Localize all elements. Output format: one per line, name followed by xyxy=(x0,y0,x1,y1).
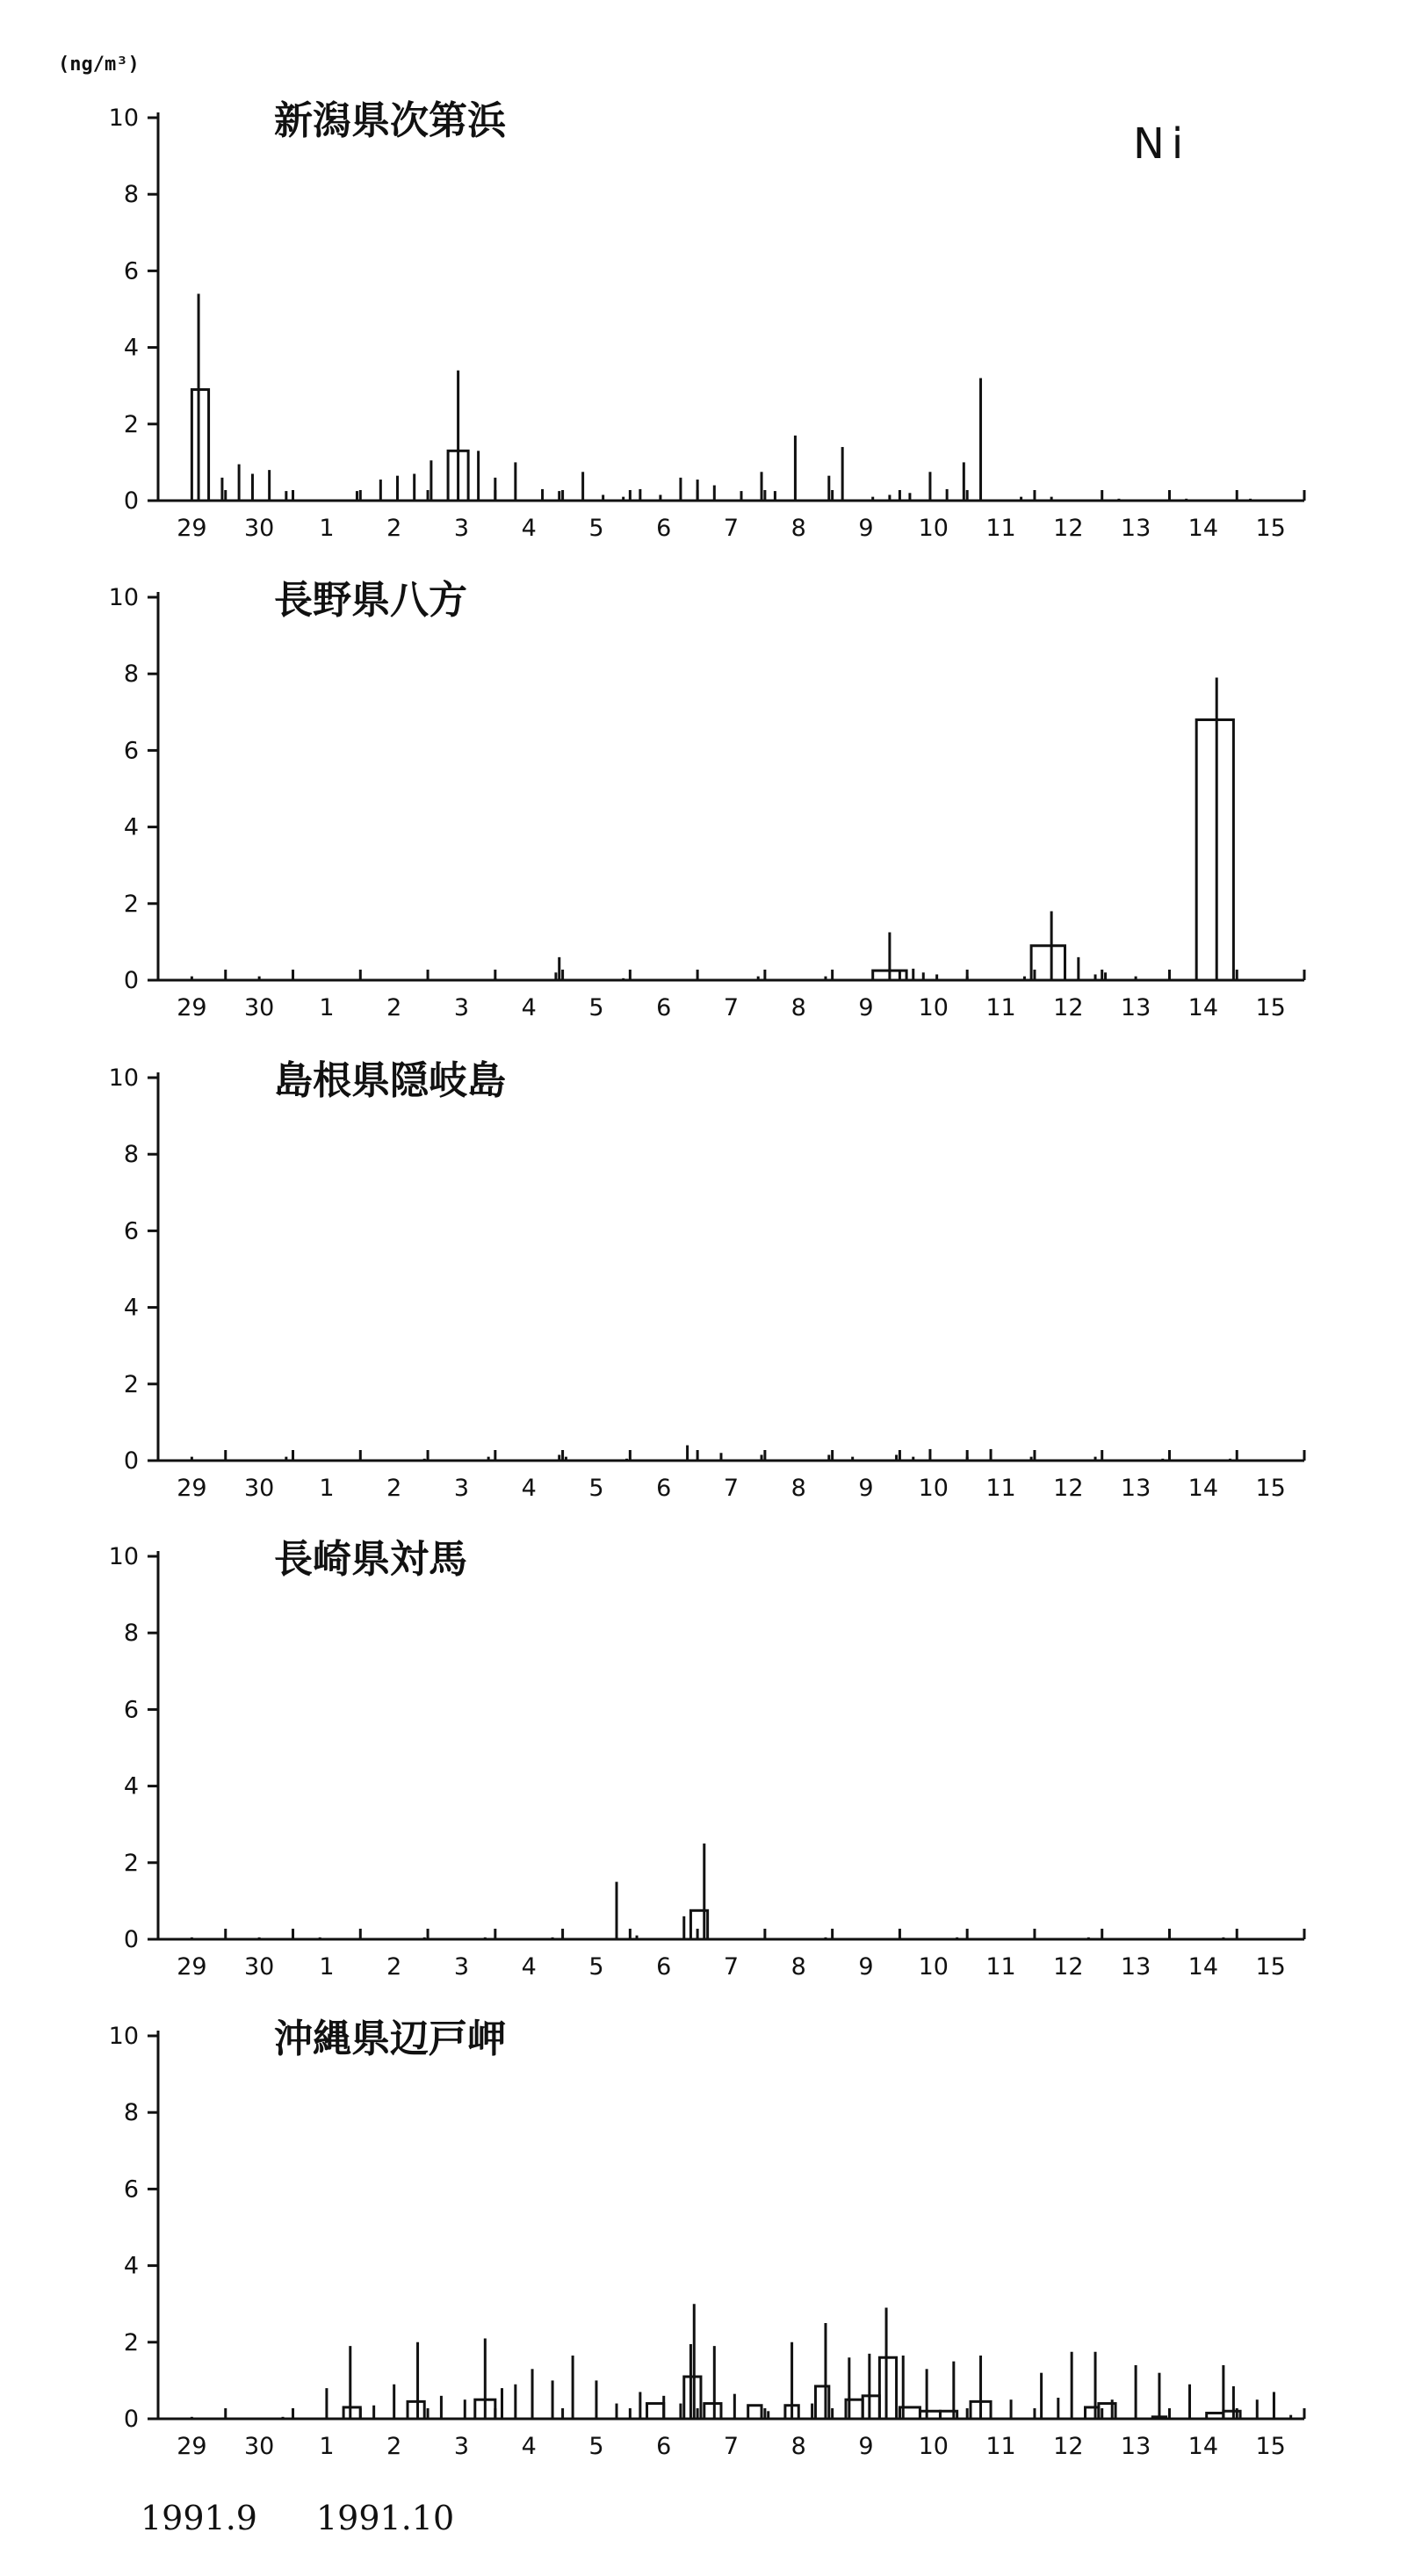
x-tick-label: 8 xyxy=(790,2433,806,2460)
x-tick-label: 2 xyxy=(386,1475,402,1502)
mean-bar xyxy=(920,2411,940,2419)
y-tick-label: 2 xyxy=(123,1849,139,1877)
y-tick-label: 8 xyxy=(123,1620,139,1648)
x-tick-label: 4 xyxy=(521,2433,537,2460)
x-tick-label: 29 xyxy=(177,994,207,1021)
x-tick-label: 10 xyxy=(918,515,949,542)
x-tick-label: 11 xyxy=(985,994,1016,1021)
x-tick-label: 5 xyxy=(588,2433,604,2460)
x-tick-label: 12 xyxy=(1053,2433,1084,2460)
x-tick-label: 7 xyxy=(723,515,740,542)
x-tick-label: 15 xyxy=(1255,515,1286,542)
y-tick-label: 6 xyxy=(123,257,139,285)
x-tick-label: 9 xyxy=(858,1953,874,1981)
x-tick-label: 7 xyxy=(723,1953,740,1981)
y-tick-label: 0 xyxy=(123,2406,139,2433)
y-tick-label: 2 xyxy=(123,410,139,438)
x-tick-label: 13 xyxy=(1120,2433,1151,2460)
y-tick-label: 0 xyxy=(123,487,139,515)
date-mid-label: 1991.10 xyxy=(316,2499,455,2537)
element-label: Ni xyxy=(1133,119,1191,169)
x-tick-label: 2 xyxy=(386,994,402,1021)
x-tick-label: 10 xyxy=(918,2433,949,2460)
x-tick-label: 14 xyxy=(1187,1475,1219,1502)
panel-title: 沖縄県辺戸岬 xyxy=(274,2017,506,2061)
y-tick-label: 8 xyxy=(123,1141,139,1169)
x-tick-label: 4 xyxy=(521,515,537,542)
x-tick-label: 5 xyxy=(588,515,604,542)
x-tick-label: 11 xyxy=(985,515,1016,542)
x-tick-label: 14 xyxy=(1187,1953,1219,1981)
x-tick-label: 9 xyxy=(858,1475,874,1502)
x-tick-label: 29 xyxy=(177,515,207,542)
x-tick-label: 8 xyxy=(790,994,806,1021)
x-tick-label: 13 xyxy=(1120,515,1151,542)
x-tick-label: 14 xyxy=(1187,515,1219,542)
chart-panel-2 xyxy=(109,578,1304,1021)
x-tick-label: 7 xyxy=(723,994,740,1021)
x-tick-label: 10 xyxy=(918,1475,949,1502)
chart-panel-5 xyxy=(109,2017,1304,2460)
mean-bar xyxy=(704,2404,721,2419)
x-tick-label: 7 xyxy=(723,2433,740,2460)
x-tick-label: 30 xyxy=(243,1953,275,1981)
x-tick-label: 1 xyxy=(319,994,335,1021)
y-tick-label: 6 xyxy=(123,737,139,765)
x-tick-label: 5 xyxy=(588,1475,604,1502)
x-tick-label: 6 xyxy=(656,1475,672,1502)
x-tick-label: 1 xyxy=(319,2433,335,2460)
x-tick-label: 12 xyxy=(1053,994,1084,1021)
x-tick-label: 13 xyxy=(1120,1475,1151,1502)
y-tick-label: 0 xyxy=(123,1926,139,1953)
x-tick-label: 6 xyxy=(656,515,672,542)
chart-panel-4 xyxy=(109,1537,1304,1981)
y-tick-label: 2 xyxy=(123,1370,139,1398)
chart-panel-1 xyxy=(109,98,1304,542)
y-tick-label: 6 xyxy=(123,1217,139,1245)
mean-bar xyxy=(879,2357,896,2419)
y-tick-label: 10 xyxy=(108,105,139,132)
x-tick-label: 9 xyxy=(858,994,874,1021)
y-tick-label: 8 xyxy=(123,181,139,209)
panel-title: 新潟県次第浜 xyxy=(274,98,506,143)
y-tick-label: 2 xyxy=(123,2328,139,2356)
x-tick-label: 15 xyxy=(1255,2433,1286,2460)
mean-bar xyxy=(748,2406,762,2419)
x-tick-label: 14 xyxy=(1187,994,1219,1021)
x-tick-label: 30 xyxy=(243,994,275,1021)
x-tick-label: 11 xyxy=(985,2433,1016,2460)
x-tick-label: 10 xyxy=(918,994,949,1021)
y-tick-label: 0 xyxy=(123,967,139,994)
y-tick-label: 4 xyxy=(123,813,139,841)
x-tick-label: 15 xyxy=(1255,994,1286,1021)
y-tick-label: 2 xyxy=(123,890,139,918)
x-tick-label: 7 xyxy=(723,1475,740,1502)
x-tick-label: 3 xyxy=(453,994,470,1021)
y-tick-label: 10 xyxy=(108,584,139,611)
panel-title: 長崎県対馬 xyxy=(274,1537,467,1582)
x-tick-label: 6 xyxy=(656,1953,672,1981)
y-tick-label: 6 xyxy=(123,1696,139,1724)
x-tick-label: 5 xyxy=(588,994,604,1021)
x-tick-label: 6 xyxy=(656,994,672,1021)
x-tick-label: 9 xyxy=(858,2433,874,2460)
x-tick-label: 29 xyxy=(177,2433,207,2460)
mean-bar xyxy=(1196,720,1233,980)
x-tick-label: 13 xyxy=(1120,994,1151,1021)
mean-bar xyxy=(1031,946,1065,980)
x-tick-label: 2 xyxy=(386,515,402,542)
x-tick-label: 12 xyxy=(1053,515,1084,542)
panels xyxy=(109,98,1304,2460)
x-tick-label: 30 xyxy=(243,515,275,542)
mean-bar xyxy=(863,2396,879,2419)
x-tick-label: 29 xyxy=(177,1475,207,1502)
x-tick-label: 1 xyxy=(319,1953,335,1981)
y-tick-label: 10 xyxy=(108,1064,139,1092)
y-tick-label: 10 xyxy=(108,1543,139,1570)
x-tick-label: 3 xyxy=(453,2433,470,2460)
y-tick-label: 0 xyxy=(123,1447,139,1475)
mean-bar xyxy=(191,390,208,501)
x-tick-label: 9 xyxy=(858,515,874,542)
unit-label: (ng/m³) xyxy=(58,54,140,76)
y-tick-label: 8 xyxy=(123,660,139,689)
x-tick-label: 12 xyxy=(1053,1475,1084,1502)
x-tick-label: 1 xyxy=(319,515,335,542)
x-tick-label: 14 xyxy=(1187,2433,1219,2460)
x-tick-label: 1 xyxy=(319,1475,335,1502)
y-tick-label: 8 xyxy=(123,2099,139,2127)
date-start-label: 1991.9 xyxy=(141,2499,257,2537)
y-tick-label: 4 xyxy=(123,2252,139,2280)
x-tick-label: 30 xyxy=(243,1475,275,1502)
mean-bar xyxy=(343,2407,360,2419)
x-tick-label: 15 xyxy=(1255,1953,1286,1981)
panel-title: 島根県隠岐島 xyxy=(274,1058,506,1103)
y-tick-label: 10 xyxy=(108,2023,139,2050)
x-tick-label: 2 xyxy=(386,2433,402,2460)
mean-bar xyxy=(1207,2413,1223,2419)
x-tick-label: 8 xyxy=(790,1953,806,1981)
x-tick-label: 10 xyxy=(918,1953,949,1981)
x-tick-label: 8 xyxy=(790,1475,806,1502)
y-tick-label: 6 xyxy=(123,2176,139,2204)
x-tick-label: 12 xyxy=(1053,1953,1084,1981)
x-tick-label: 4 xyxy=(521,1475,537,1502)
x-tick-label: 5 xyxy=(588,1953,604,1981)
x-tick-label: 3 xyxy=(453,515,470,542)
y-tick-label: 4 xyxy=(123,1772,139,1800)
x-tick-label: 8 xyxy=(790,515,806,542)
x-tick-label: 6 xyxy=(656,2433,672,2460)
mean-bar xyxy=(647,2404,664,2419)
x-tick-label: 11 xyxy=(985,1953,1016,1981)
x-tick-label: 11 xyxy=(985,1475,1016,1502)
y-tick-label: 4 xyxy=(123,334,139,362)
mean-bar xyxy=(815,2386,828,2419)
x-tick-label: 30 xyxy=(243,2433,275,2460)
x-tick-label: 2 xyxy=(386,1953,402,1981)
x-tick-label: 13 xyxy=(1120,1953,1151,1981)
y-tick-label: 4 xyxy=(123,1294,139,1322)
x-tick-label: 29 xyxy=(177,1953,207,1981)
mean-bar xyxy=(1086,2407,1099,2419)
x-tick-label: 4 xyxy=(521,994,537,1021)
x-tick-label: 3 xyxy=(453,1475,470,1502)
mean-bar xyxy=(408,2401,424,2419)
panel-title: 長野県八方 xyxy=(274,578,467,623)
x-tick-label: 15 xyxy=(1255,1475,1286,1502)
x-tick-label: 3 xyxy=(453,1953,470,1981)
chart-panel-3 xyxy=(109,1058,1304,1502)
x-tick-label: 4 xyxy=(521,1953,537,1981)
